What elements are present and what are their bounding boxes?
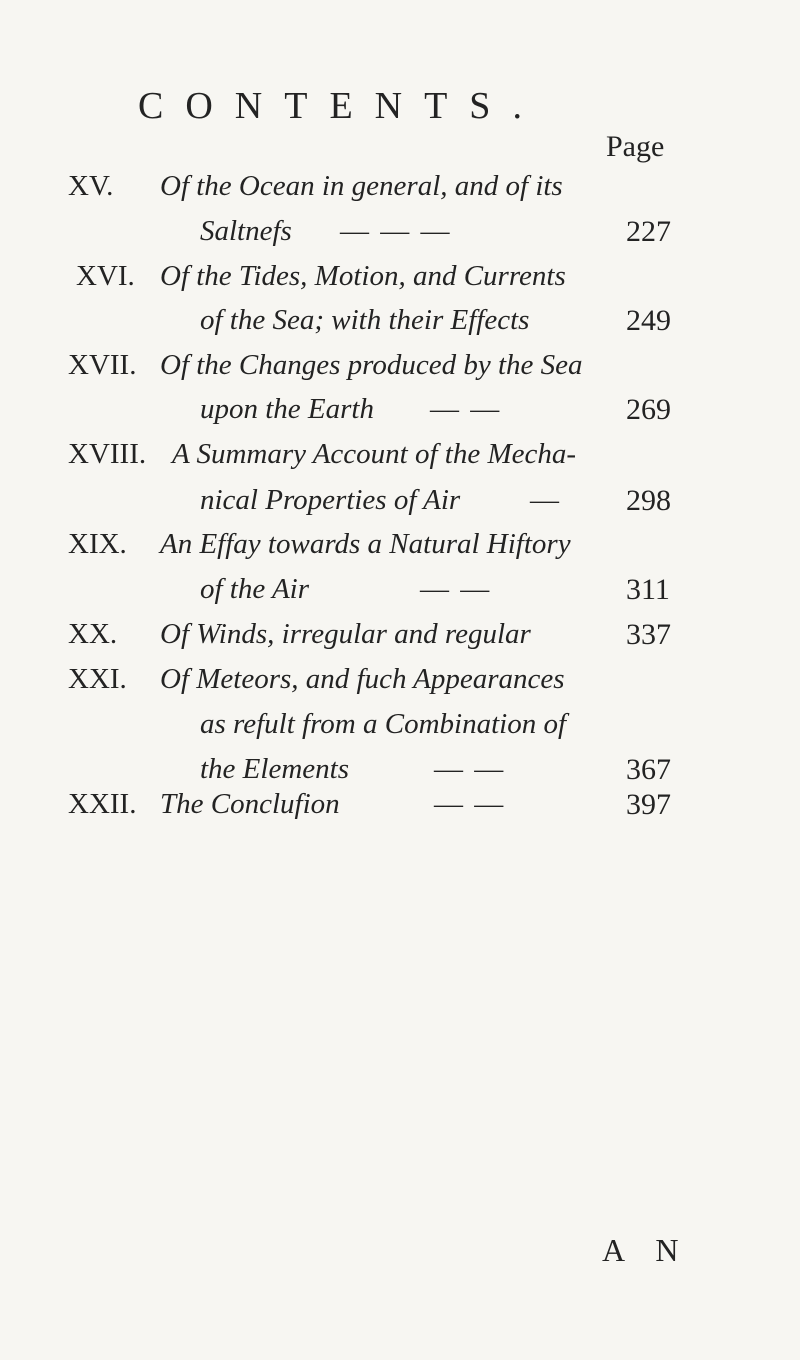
entry-page-number: 227 xyxy=(626,215,671,248)
leader-dashes: — xyxy=(530,484,561,516)
entry-title-line: An Effay towards a Natural Hiftory xyxy=(160,528,571,560)
leader-dashes: — — — xyxy=(340,215,452,247)
entry-number: XX. xyxy=(68,618,118,650)
entry-page-number: 298 xyxy=(626,484,671,517)
entry-title-line: Saltnefs xyxy=(200,215,292,247)
leader-dashes: — — xyxy=(430,393,502,425)
entry-number: XVI. xyxy=(76,260,135,292)
entry-number: XIX. xyxy=(68,528,127,560)
entry-number: XVII. xyxy=(68,349,137,381)
entry-title-line: Of the Changes produced by the Sea xyxy=(160,349,583,381)
entry-title-line: Of Meteors, and fuch Appearances xyxy=(160,663,565,695)
entry-title-line: Of the Ocean in general, and of its xyxy=(160,170,563,202)
entry-title-line: nical Properties of Air xyxy=(200,484,461,516)
entry-title-line: Of the Tides, Motion, and Currents xyxy=(160,260,566,292)
entry-title-line: of the Sea; with their Effects xyxy=(200,304,530,336)
entry-title-line: A Summary Account of the Mecha- xyxy=(172,438,577,470)
entry-title-line: Of Winds, irregular and regular xyxy=(160,618,531,650)
entry-title-line: The Conclufion xyxy=(160,788,340,820)
entry-page-number: 397 xyxy=(626,788,671,821)
contents-heading: CONTENTS. xyxy=(138,85,544,127)
entry-page-number: 249 xyxy=(626,304,671,337)
leader-dashes: — — xyxy=(420,573,492,605)
entry-number: XXI. xyxy=(68,663,127,695)
catchword: A N xyxy=(602,1232,691,1268)
entry-page-number: 337 xyxy=(626,618,671,651)
entry-number: XVIII. xyxy=(68,438,147,470)
leader-dashes: — — xyxy=(434,788,506,820)
entry-title-line: upon the Earth xyxy=(200,393,374,425)
leader-dashes: — — xyxy=(434,753,506,785)
page-column-label: Page xyxy=(606,130,665,163)
entry-number: XXII. xyxy=(68,788,137,820)
entry-page-number: 311 xyxy=(626,573,670,606)
entry-title-line: the Elements xyxy=(200,753,349,785)
entry-title-line: of the Air xyxy=(200,573,310,605)
entry-title-line: as refult from a Combination of xyxy=(200,708,567,740)
entry-number: XV. xyxy=(68,170,114,202)
entry-page-number: 367 xyxy=(626,753,671,786)
entry-page-number: 269 xyxy=(626,393,671,426)
